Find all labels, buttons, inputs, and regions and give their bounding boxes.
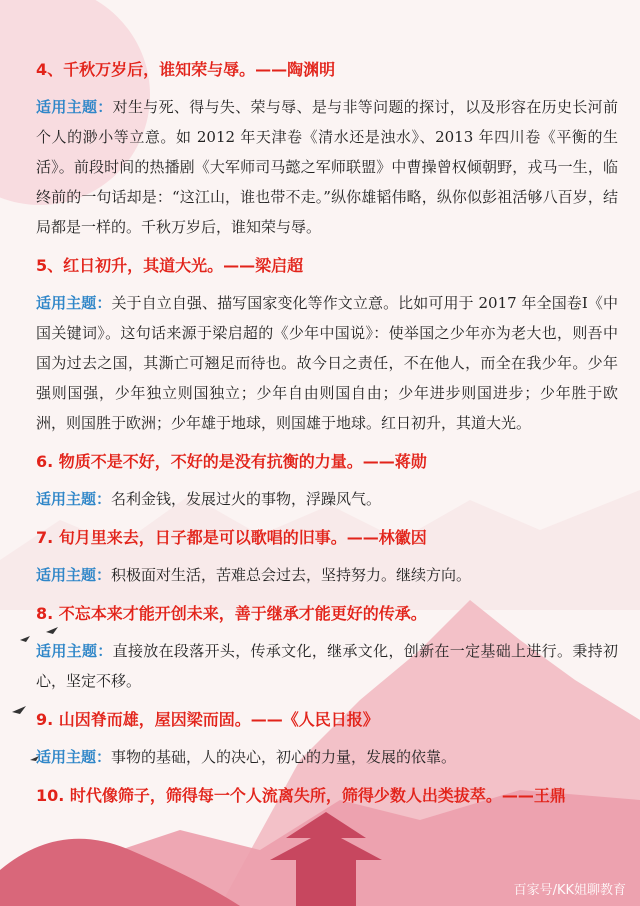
theme-text: 直接放在段落开头，传承文化，继承文化，创新在一定基础上进行。秉持初心，坚定不移。 — [36, 642, 618, 690]
quote-heading: 10. 时代像筛子，筛得每一个人流离失所，筛得少数人出类拔萃。——王鼎 — [36, 786, 566, 805]
source-watermark: 百家号/KK姐聊教育 — [513, 883, 626, 898]
theme-label: 适用主题： — [36, 642, 113, 660]
quote-heading: 9. 山因脊而雄，屋因梁而固。——《人民日报》 — [36, 710, 379, 729]
quote-body — [36, 742, 618, 772]
quote-section-9 — [36, 708, 618, 772]
quote-heading: 8. 不忘本来才能开创未来，善于继承才能更好的传承。 — [36, 604, 427, 623]
quote-heading: 5、红日初升，其道大光。——梁启超 — [36, 256, 304, 275]
quote-heading: 7. 旬月里来去，日子都是可以歌唱的旧事。——林徽因 — [36, 528, 427, 547]
quote-section-10 — [36, 784, 618, 808]
quote-body — [36, 636, 618, 696]
quote-heading: 4、千秋万岁后，谁知荣与辱。——陶渊明 — [36, 60, 336, 79]
theme-label: 适用主题： — [36, 748, 112, 766]
theme-text: 对生与死、得与失、荣与辱、是与非等问题的探讨，以及形容在历史长河前个人的渺小等立意。如 2012 年天津卷《清水还是浊水》、2013 年四川卷《平衡的生活》。前段时间的热播剧《大军师司马懿之军师联盟》中曹操曾权倾朝野，戎马一生，临终前的一句话却是：“这江山，谁也带不走。”纵你雄韬伟略，纵你似彭祖活够八百岁，结局都是一样的。千秋万岁后，谁知荣与辱。 — [36, 98, 618, 236]
theme-label: 适用主题： — [36, 566, 112, 584]
quote-section-4 — [36, 58, 618, 242]
quote-body — [36, 92, 618, 242]
theme-text: 名利金钱，发展过火的事物，浮躁风气。 — [111, 490, 382, 508]
quote-body — [36, 484, 618, 514]
quote-body — [36, 288, 618, 438]
quote-heading: 6. 物质不是不好，不好的是没有抗衡的力量。——蒋勋 — [36, 452, 427, 471]
quote-section-7 — [36, 526, 618, 590]
theme-label: 适用主题： — [36, 294, 112, 312]
quote-body — [36, 560, 618, 590]
theme-label: 适用主题： — [36, 490, 112, 508]
theme-label: 适用主题： — [36, 98, 113, 116]
theme-text: 关于自立自强、描写国家变化等作文立意。比如可用于 2017 年全国卷Ⅰ《中国关键词》。这句话来源于梁启超的《少年中国说》：使举国之少年亦为老大也，则吾中国为过去之国，其澌亡可翘足而待也。故今日之责任，不在他人，而全在我少年。少年强则国强，少年独立则国独立；少年自由则国自由；少年进步则国进步；少年胜于欧洲，则国胜于欧洲；少年雄于地球，则国雄于地球。红日初升，其道大光。 — [36, 294, 618, 432]
quote-section-5 — [36, 254, 618, 438]
theme-text: 积极面对生活，苦难总会过去，坚持努力。继续方向。 — [111, 566, 472, 584]
theme-text: 事物的基础，人的决心，初心的力量，发展的依靠。 — [111, 748, 457, 766]
quote-section-6 — [36, 450, 618, 514]
quote-section-8 — [36, 602, 618, 696]
